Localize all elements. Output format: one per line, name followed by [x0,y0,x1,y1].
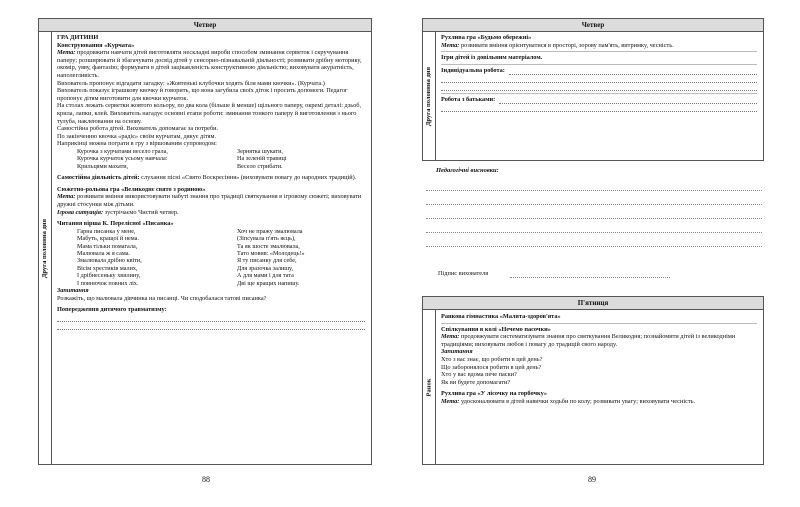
poem-line: Змалювала дрібно квіти, [77,257,142,265]
question: Хто з вас знає, що робити в цей день? [441,355,543,363]
section-subtitle: Конструювання «Курчата» [57,41,135,49]
poem-line: Я ту писанку для себе, [237,257,297,265]
poem-line: Мама тільки помагала, [77,242,138,250]
page-number: 88 [202,475,210,484]
poem-chicks [77,148,365,170]
parents-work-label: Робота з батьками: [441,96,496,104]
poem-line: Дві ще кращих напишу. [237,279,300,287]
side-column [423,310,436,464]
work-paragraph: Самостійна робота дітей. Вихователь допомагає за потреби. [57,125,219,133]
blank-line [57,314,365,322]
blank-line [509,67,757,75]
poem-line: Тато мовив: «Молодець!» [237,249,305,257]
role-game-meta: Мета: розвивати вміння використовувати набуті знання про традиції святкування в ігровому сюжеті; виховувати дружні стосунки між дітьми. [57,193,362,208]
game-meta: Мета: розвивати вміння орієнтуватися в просторі, зорову пам'ять, витримку, чесність. [441,41,674,49]
story-paragraph: Вихователь показує іграшкову квочку й говорить, що вона загубила своїх діток і просить допомоги. Педагог пропонує дітям виготовити для квочки курчаток. [57,87,348,102]
poem-line: І дрібнесеньку хвилину, [77,272,141,280]
side-column [423,32,436,160]
blank-line [441,75,757,83]
poem-line: Зернятка шукати, [237,147,283,155]
poem-line: Та як шосте змалювала, [237,242,300,250]
poem-line: Хоч не пражу змалювала [237,227,303,235]
poem-line: Для зразочка залишу, [237,264,294,272]
friday-morning-box [422,296,764,465]
morning-content [441,313,757,406]
materials-paragraph: На столах лежать серветки жовтого кольору, по два кола (більше й менше) щільного паперу, окремі деталі: дзьоб, крила, лапки, клей. Вихователь нагадує основні етапи роботи: зминання тонкого паперу й виготовлення з нього тулуба, наклеювання на основу. [57,102,362,125]
thursday-afternoon-box [38,18,372,465]
game-title: Рухлива гра «Будьмо обережні» [441,34,532,41]
pedagogical-notes-label: Педагогічні висновки: [436,167,499,174]
self-activity: Самостійна діяльність дітей: слухання пісні «Свято Воскресіння» (виховувати повагу до народних традицій). [57,174,357,182]
lesson-content [57,34,365,330]
notes-line [426,204,762,205]
role-game-situation: Ігрова ситуація: зустрічаємо Чистий четвер. [57,208,179,216]
poem-line: (Зіпсувала п'ять яєць), [237,235,296,243]
signature-line [510,277,670,278]
questions-label: Запитання [441,348,473,356]
game-intro: Наприкінці можна пограти в гру з віршованим супроводом: [57,140,217,148]
question: Як ви будете допомагати? [441,378,511,386]
question: Що заборонялося робити в цей день? [441,363,542,371]
reading-title: Читання вірша К. Перелісної «Писанка» [57,220,174,228]
question: Хто у вас вдома пече паски? [441,371,517,379]
poem-line: Гарна писанка у мене, [77,227,136,235]
day-header: Четвер [39,19,371,32]
poem-line: Крильцями махати, [77,162,129,170]
end-paragraph: По закінченню квочка «радіє» своїм курчатам, дякує дітям. [57,132,217,140]
individual-work-label: Індивідуальна робота: [441,67,505,75]
talk-title: Спілкування в колі «Нечемо пасочки» [441,325,551,333]
day-header: П'ятниця [423,297,763,310]
blank-line [499,96,757,104]
poem-line: Весело стрибати. [237,162,283,170]
blank-line [441,83,757,91]
notes-line [426,190,762,191]
section-title: ГРА ДИТИНИ [57,34,99,41]
riddle-paragraph: Вихователь пропонує відгадати загадку: «Жовтенькі клубочки ходять біля мами квочки». (Курчата.) [57,79,325,87]
poem-line: Курочка курчаток усьому навчала: [77,155,168,163]
poem-line: Мабуть, кращої й нема. [77,235,139,243]
blank-line [441,104,757,112]
gymnastics: Ранкова гімнастика «Малята-здоров'ята» [441,313,561,320]
notes-line [426,246,762,247]
page-number: 89 [588,475,596,484]
day-header: Четвер [423,19,763,32]
signature-label: Підпис вихователя [438,270,489,277]
game2-title: Рухлива гра «У лісочку на горбочку» [441,390,548,398]
notes-line [426,232,762,233]
poem-line: Малювала ж я сама. [77,249,130,257]
question-text: Розкажіть, що малювала дівчинка на писанці. Чи сподобалася татові писанка? [57,294,267,302]
question-label: Запитання [57,286,89,294]
afternoon-content [441,34,757,112]
role-game-title: Сюжетно-рольова гра «Великоднє свято з родиною» [57,185,206,193]
side-column [39,32,52,464]
game2-meta: Мета: удосконалювати в дітей навички ходьби по колу; розвивати увагу; виховувати чесність. [441,397,696,405]
talk-meta: Мета: продовжувати систематизувати знання про святкування Великодня; познайомити дітей із великодніми традиціями; виховувати любов і повагу до традицій свого народу. [441,333,736,348]
side-label: Друга половина дня [425,66,433,126]
prevention-row: Попередження дитячого травматизму: [57,306,167,314]
poem-line: Курочка з курчатами весело грала, [77,147,168,155]
thursday-afternoon-box [422,18,764,161]
poem-line: А для мами і для тата [237,272,294,280]
free-games: Ігри дітей із довільним матеріалом. [441,54,543,62]
poem-pysanka [77,228,365,287]
poem-line: І повнючок повних ліх. [77,279,139,287]
side-label: Друга половина дня [41,218,49,278]
poem-line: На зеленій травиці [237,155,287,163]
poem-line: Вісім хрестиків малих, [77,264,138,272]
page-89 [400,0,800,507]
blank-line [57,322,365,330]
meta-paragraph: Мета: продовжити навчати дітей виготовляти нескладні вироби способом зминання серветок і скручування паперу; розширювати й збагачувати досвід дітей у сенсорно-пізнавальній діяльності; розвивати дрібну моторику, окомір, уяву, фантазію; формувати в дітей зацікавленість конструктивною діяльністю; виховувати акуратність, наполегливість. [57,49,362,79]
notes-line [426,218,762,219]
side-label: Ранок [425,378,433,396]
